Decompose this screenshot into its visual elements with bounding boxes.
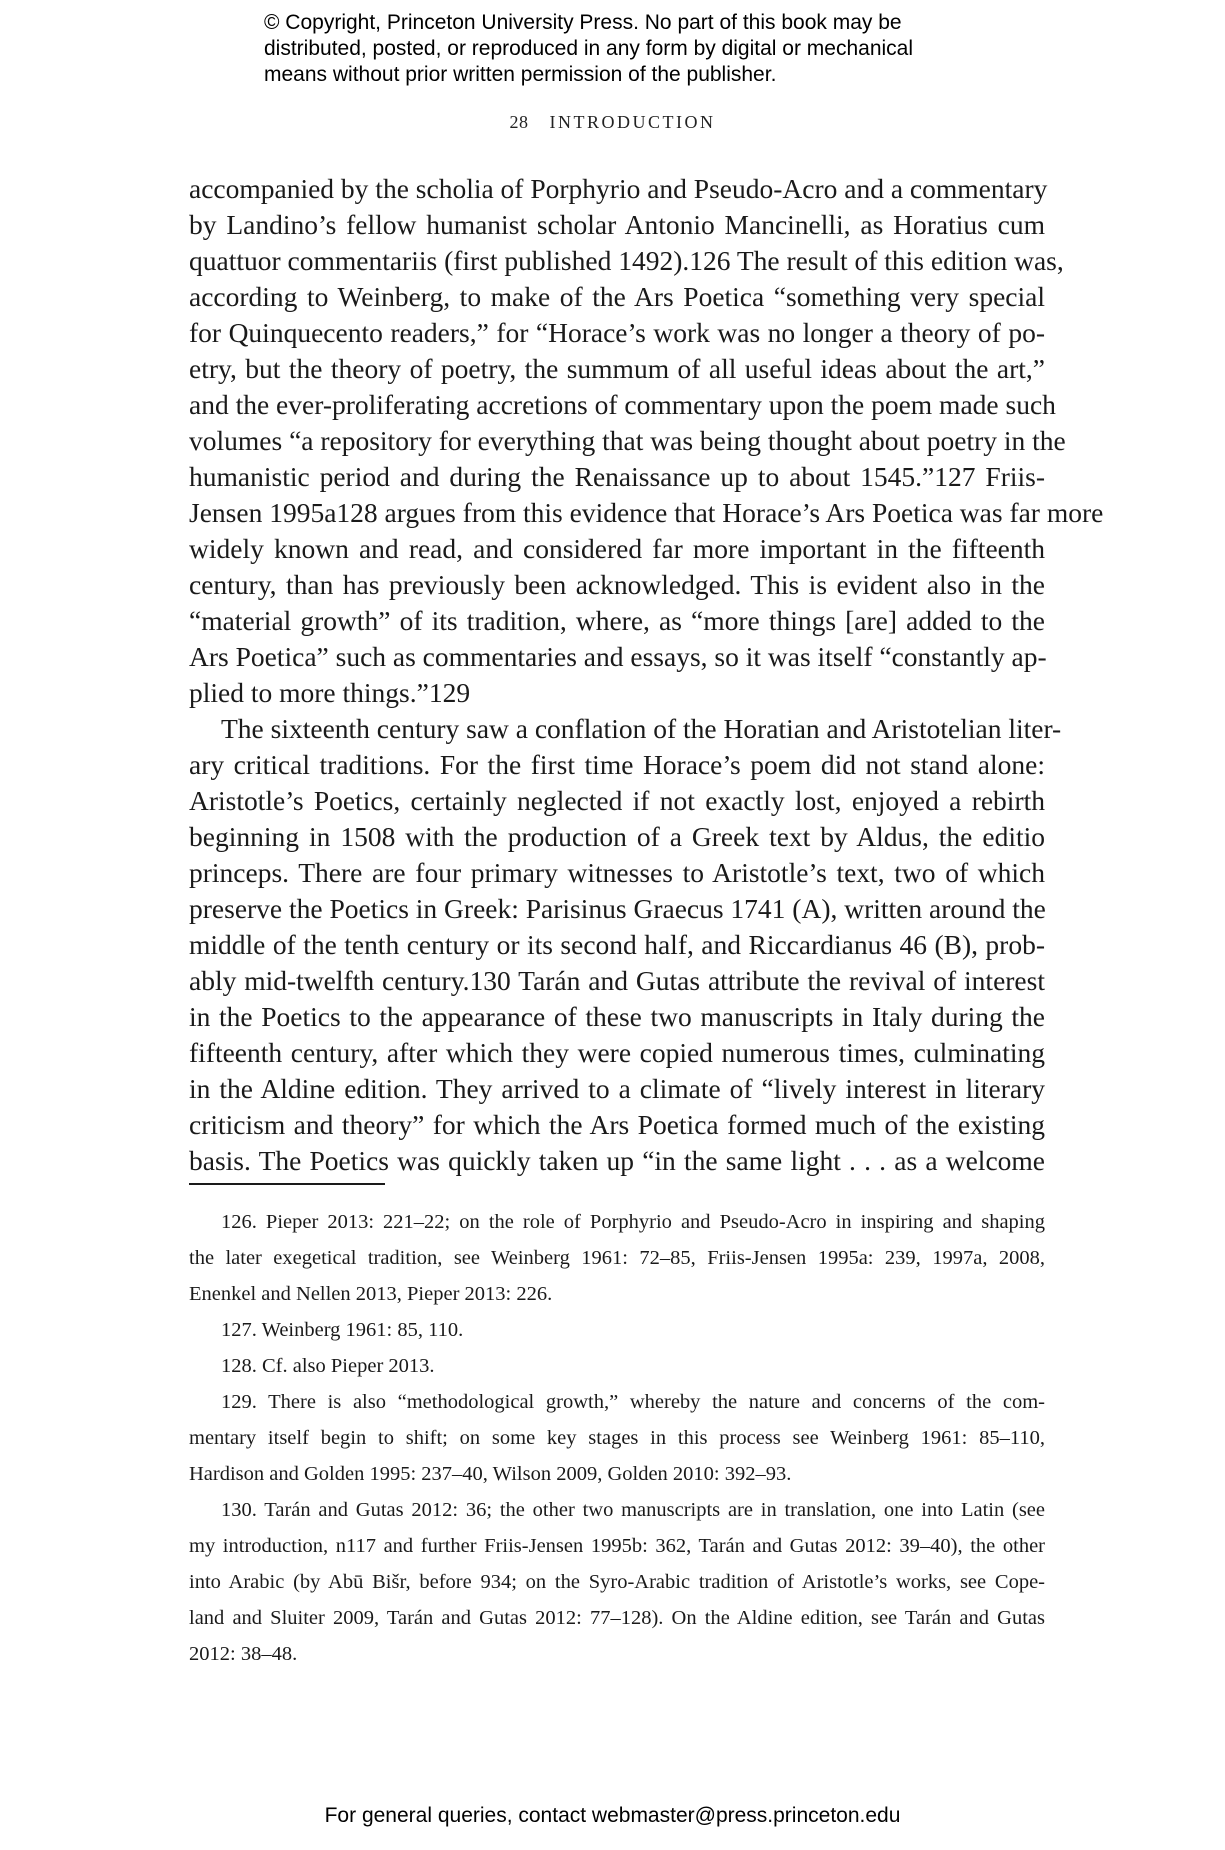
footnote-line: Hardison and Golden 1995: 237–40, Wilson 2009, Golden 2010: 392–93. — [189, 1463, 792, 1485]
footnote-line: my introduction, n117 and further Friis-Jensen 1995b: 362, Tarán and Gutas 2012: 39–40), the other — [189, 1535, 1045, 1557]
section-title: INTRODUCTION — [549, 112, 716, 132]
body-line: fifteenth century, after which they were copied numerous times, culminating — [189, 1037, 1045, 1068]
body-line: ably mid-twelfth century.130 Tarán and Gutas attribute the revival of interest — [189, 965, 1045, 996]
body-line: for Quinquecento readers,” for “Horace’s work was no longer a theory of po- — [189, 317, 1045, 348]
footnote-line: 128. Cf. also Pieper 2013. — [221, 1355, 435, 1377]
body-line: Aristotle’s Poetics, certainly neglected if not exactly lost, enjoyed a rebirth — [189, 785, 1045, 816]
body-line: basis. The Poetics was quickly taken up “in the same light . . . as a welcome — [189, 1145, 1045, 1176]
footnote-126 — [189, 1206, 1045, 1314]
body-line: princeps. There are four primary witnesses to Aristotle’s text, two of which — [189, 857, 1045, 888]
copyright-line: distributed, posted, or reproduced in any form by digital or mechanical — [264, 37, 914, 60]
body-line: by Landino’s fellow humanist scholar Antonio Mancinelli, as Horatius cum — [189, 209, 1045, 240]
footnote-128 — [189, 1350, 1045, 1386]
footnote-line: 2012: 38–48. — [189, 1643, 298, 1665]
body-text — [189, 171, 1104, 1179]
footnote-line: Enenkel and Nellen 2013, Pieper 2013: 226. — [189, 1283, 553, 1305]
copyright-line: © Copyright, Princeton University Press. No part of this book may be — [264, 11, 902, 34]
body-line: middle of the tenth century or its second half, and Riccardianus 46 (B), prob- — [189, 929, 1045, 960]
footnotes — [189, 1206, 1045, 1674]
body-line: volumes “a repository for everything that was being thought about poetry in the — [189, 425, 1066, 456]
body-line: quattuor commentariis (first published 1492).126 The result of this edition was, — [189, 245, 1064, 276]
body-line: according to Weinberg, to make of the Ars Poetica “something very special — [189, 281, 1045, 312]
body-line: The sixteenth century saw a conflation of the Horatian and Aristotelian liter- — [221, 713, 1062, 744]
body-line: and the ever-proliferating accretions of commentary upon the poem made such — [189, 389, 1056, 420]
footnote-line: into Arabic (by Abū Bišr, before 934; on the Syro-Arabic tradition of Aristotle’s works, see Cope- — [189, 1571, 1045, 1593]
copyright-line: means without prior written permission of the publisher. — [264, 63, 777, 86]
footnote-130 — [189, 1494, 1045, 1674]
body-line: ary critical traditions. For the first time Horace’s poem did not stand alone: — [189, 749, 1045, 780]
body-line: Jensen 1995a128 argues from this evidence that Horace’s Ars Poetica was far more — [189, 497, 1104, 528]
footnote-line: 129. There is also “methodological growth,” whereby the nature and concerns of the com- — [221, 1391, 1045, 1413]
body-line: plied to more things.”129 — [189, 677, 471, 708]
footnote-rule — [189, 1183, 385, 1185]
body-line: widely known and read, and considered far more important in the fifteenth — [189, 533, 1045, 564]
body-line: humanistic period and during the Renaissance up to about 1545.”127 Friis- — [189, 461, 1045, 492]
footnote-line: 130. Tarán and Gutas 2012: 36; the other two manuscripts are in translation, one into Latin (see — [221, 1499, 1045, 1521]
body-line: Ars Poetica” such as commentaries and essays, so it was itself “constantly ap- — [189, 641, 1047, 672]
body-line: “material growth” of its tradition, where, as “more things [are] added to the — [189, 605, 1045, 636]
body-line: in the Aldine edition. They arrived to a climate of “lively interest in literary — [189, 1073, 1045, 1104]
page-number: 28 — [509, 112, 529, 132]
body-line: preserve the Poetics in Greek: Parisinus Graecus 1741 (A), written around the — [189, 893, 1046, 924]
footnote-129 — [189, 1386, 1045, 1494]
running-head — [0, 112, 1225, 133]
body-line: in the Poetics to the appearance of these two manuscripts in Italy during the — [189, 1001, 1045, 1032]
body-line: century, than has previously been acknowledged. This is evident also in the — [189, 569, 1045, 600]
copyright-notice — [264, 10, 1024, 88]
footnote-line: land and Sluiter 2009, Tarán and Gutas 2012: 77–128). On the Aldine edition, see Tarán and Gutas — [189, 1607, 1045, 1629]
body-line: accompanied by the scholia of Porphyrio and Pseudo-Acro and a commentary — [189, 173, 1048, 204]
body-line: etry, but the theory of poetry, the summum of all useful ideas about the art,” — [189, 353, 1045, 384]
footnote-line: 127. Weinberg 1961: 85, 110. — [221, 1319, 464, 1341]
footnote-127 — [189, 1314, 1045, 1350]
body-line: criticism and theory” for which the Ars Poetica formed much of the existing — [189, 1109, 1045, 1140]
footnote-line: the later exegetical tradition, see Weinberg 1961: 72–85, Friis-Jensen 1995a: 239, 1997a, 2008, — [189, 1247, 1045, 1269]
footnote-line: mentary itself begin to shift; on some key stages in this process see Weinberg 1961: 85–110, — [189, 1427, 1045, 1449]
body-line: beginning in 1508 with the production of a Greek text by Aldus, the editio — [189, 821, 1045, 852]
footer-contact: For general queries, contact webmaster@press.princeton.edu — [324, 1804, 901, 1827]
footnote-line: 126. Pieper 2013: 221–22; on the role of Porphyrio and Pseudo-Acro in inspiring and shaping — [221, 1211, 1045, 1233]
